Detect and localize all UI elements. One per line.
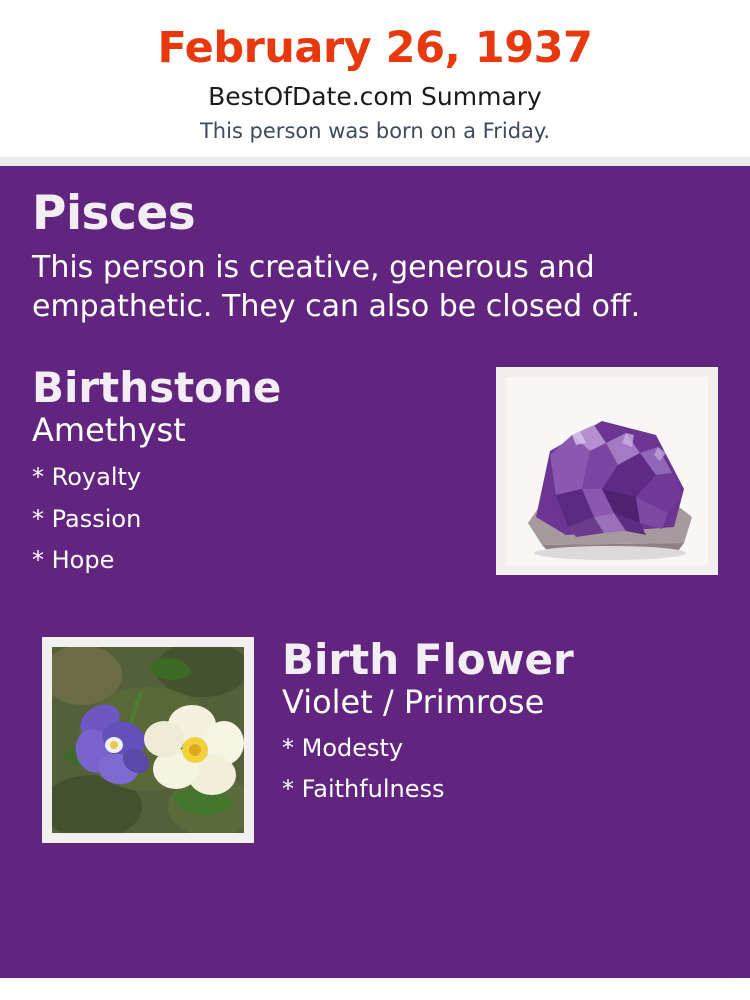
site-summary-label: BestOfDate.com Summary bbox=[208, 82, 542, 112]
birth-flower-trait: * Modesty bbox=[282, 734, 404, 763]
zodiac-description: This person is creative, generous and empathetic. They can also be closed off. bbox=[32, 249, 641, 325]
birthstone-trait: * Hope bbox=[32, 545, 115, 574]
birth-flower-section bbox=[32, 637, 718, 857]
birth-flower-title: Birth Flower bbox=[282, 635, 574, 685]
birth-flower-name: Violet / Primrose bbox=[282, 683, 545, 722]
birthstone-image-frame bbox=[496, 367, 718, 575]
birthstone-name: Amethyst bbox=[32, 411, 186, 450]
page-title: February 26, 1937 bbox=[157, 23, 593, 73]
content-panel bbox=[0, 166, 750, 978]
zodiac-sign-title: Pisces bbox=[32, 186, 196, 242]
birthstone-trait: * Passion bbox=[32, 504, 142, 533]
birthstone-title: Birthstone bbox=[32, 363, 282, 413]
birthstone-trait: * Royalty bbox=[32, 463, 142, 492]
birthstone-text bbox=[32, 365, 472, 573]
birth-flower-trait: * Faithfulness bbox=[282, 774, 445, 803]
birth-weekday-text: This person was born on a Friday. bbox=[199, 119, 551, 144]
header-divider bbox=[0, 157, 750, 166]
birth-flower-text bbox=[282, 637, 718, 802]
violet-primrose-icon bbox=[52, 647, 244, 833]
birthstone-section bbox=[32, 365, 718, 595]
header bbox=[0, 0, 750, 157]
amethyst-icon bbox=[506, 377, 708, 565]
birth-flower-image-frame bbox=[42, 637, 254, 843]
